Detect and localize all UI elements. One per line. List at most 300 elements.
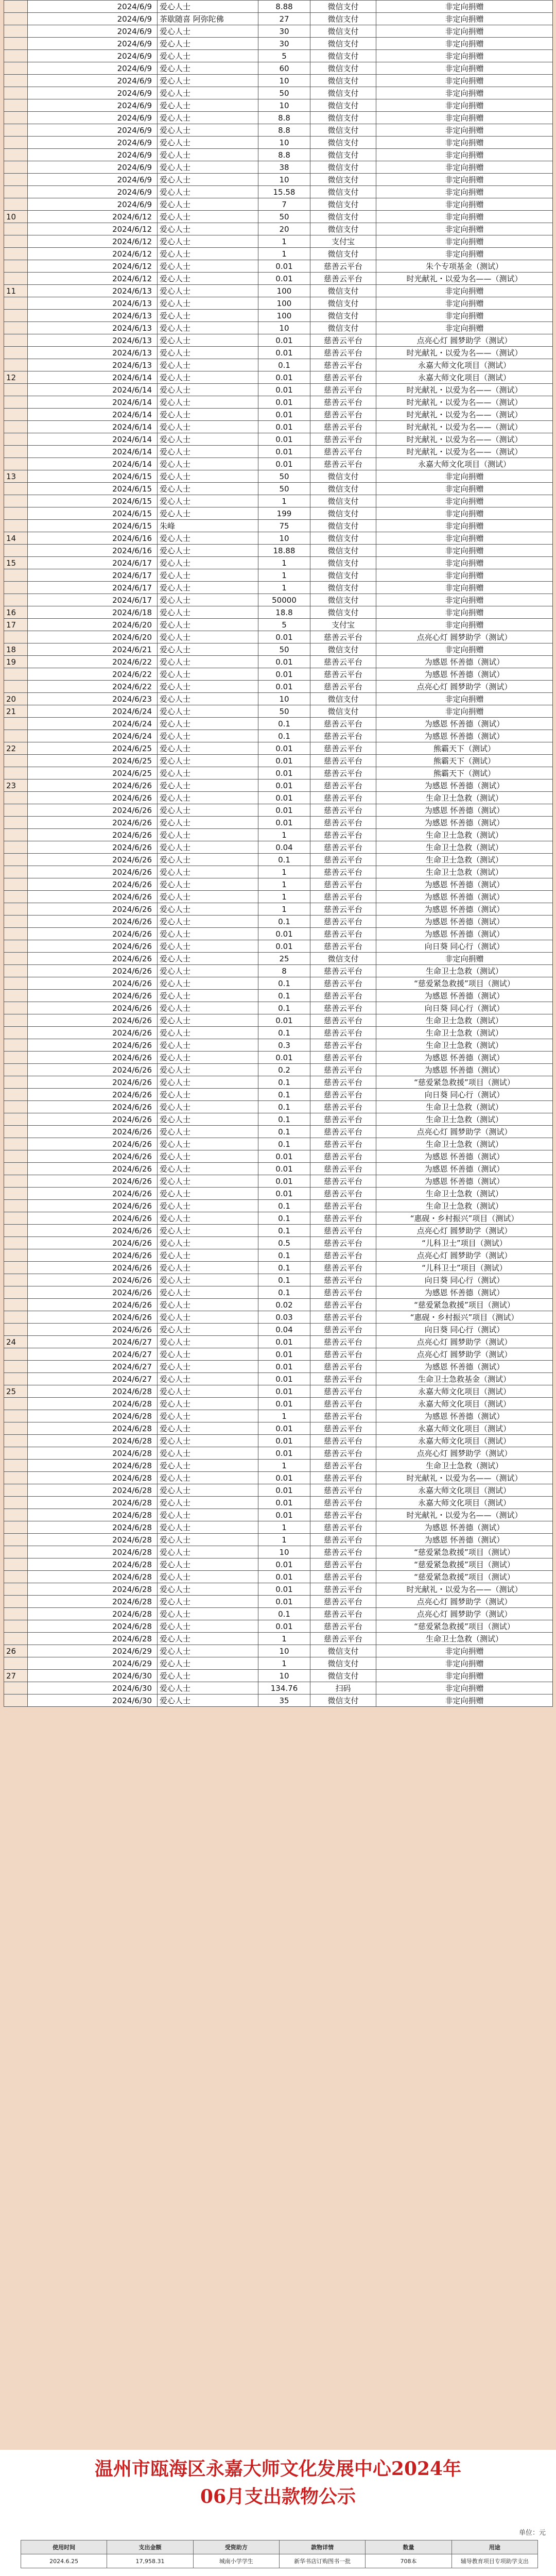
donation-amount: 15.58	[258, 186, 310, 198]
donation-purpose: 点亮心灯 圆梦助学（测试）	[376, 631, 553, 643]
row-index	[4, 1447, 28, 1460]
donation-purpose: 非定向捐赠	[376, 297, 553, 310]
payment-channel: 慈善云平台	[310, 433, 376, 446]
payment-channel: 微信支付	[310, 507, 376, 520]
row-index	[4, 1497, 28, 1509]
ledger-row	[4, 1620, 553, 1633]
donor-name: 爱心人士	[158, 334, 258, 347]
payment-channel: 支付宝	[310, 235, 376, 248]
ledger-row	[4, 322, 553, 334]
donation-purpose: 时光献礼・以爱为名——（测试）	[376, 1472, 553, 1484]
donation-purpose: “惠砚・乡村振兴”项目（测试）	[376, 1212, 553, 1225]
payment-channel: 慈善云平台	[310, 1484, 376, 1497]
donation-purpose: 为感恩 怀善德（测试）	[376, 1534, 553, 1546]
donation-date: 2024/6/26	[28, 1274, 158, 1286]
payment-channel: 慈善云平台	[310, 1052, 376, 1064]
ledger-row	[4, 137, 553, 149]
row-index: 16	[4, 606, 28, 619]
ledger-row	[4, 1670, 553, 1682]
row-index	[4, 1558, 28, 1571]
donation-date: 2024/6/17	[28, 569, 158, 582]
donation-date: 2024/6/26	[28, 804, 158, 817]
donor-name: 爱心人士	[158, 1670, 258, 1682]
donation-amount: 50000	[258, 594, 310, 606]
donation-amount: 0.01	[258, 1361, 310, 1373]
donation-purpose: 为感恩 怀善德（测试）	[376, 1175, 553, 1188]
row-index	[4, 1596, 28, 1608]
donation-amount: 0.01	[258, 940, 310, 953]
donor-name: 爱心人士	[158, 1398, 258, 1410]
donor-name: 爱心人士	[158, 1014, 258, 1027]
donation-amount: 0.01	[258, 1509, 310, 1521]
donation-amount: 0.01	[258, 631, 310, 643]
payment-channel: 慈善云平台	[310, 990, 376, 1002]
payment-channel: 慈善云平台	[310, 779, 376, 792]
payment-channel: 慈善云平台	[310, 767, 376, 779]
donation-date: 2024/6/26	[28, 953, 158, 965]
payment-channel: 慈善云平台	[310, 1348, 376, 1361]
donation-date: 2024/6/26	[28, 1212, 158, 1225]
payment-channel: 慈善云平台	[310, 458, 376, 470]
donation-amount: 0.01	[258, 446, 310, 458]
donation-date: 2024/6/25	[28, 755, 158, 767]
donor-name: 爱心人士	[158, 545, 258, 557]
donor-name: 爱心人士	[158, 681, 258, 693]
ledger-row	[4, 520, 553, 532]
donor-name: 爱心人士	[158, 606, 258, 619]
donation-date: 2024/6/24	[28, 730, 158, 742]
payment-channel: 慈善云平台	[310, 817, 376, 829]
ledger-row	[4, 841, 553, 854]
row-index	[4, 1064, 28, 1076]
donor-name: 爱心人士	[158, 643, 258, 656]
donation-date: 2024/6/16	[28, 545, 158, 557]
donor-name: 爱心人士	[158, 878, 258, 891]
expense-disclosure-section	[0, 2450, 556, 2576]
donor-name: 爱心人士	[158, 483, 258, 495]
payment-channel: 慈善云平台	[310, 1398, 376, 1410]
ledger-row	[4, 421, 553, 433]
payment-channel: 微信支付	[310, 137, 376, 149]
ledger-row	[4, 470, 553, 483]
donor-name: 爱心人士	[158, 421, 258, 433]
donation-purpose: 永嘉大师文化项目（测试）	[376, 1484, 553, 1497]
donation-amount: 1	[258, 1521, 310, 1534]
payment-channel: 慈善云平台	[310, 1089, 376, 1101]
donation-purpose: 非定向捐赠	[376, 1657, 553, 1670]
ledger-row	[4, 656, 553, 668]
payment-channel: 慈善云平台	[310, 1274, 376, 1286]
donation-purpose: 非定向捐赠	[376, 235, 553, 248]
row-index	[4, 248, 28, 260]
donation-date: 2024/6/12	[28, 260, 158, 273]
ledger-row	[4, 1694, 553, 1707]
row-index	[4, 1484, 28, 1497]
ledger-row	[4, 1422, 553, 1435]
donation-amount: 0.01	[258, 767, 310, 779]
donation-amount: 10	[258, 322, 310, 334]
donation-date: 2024/6/26	[28, 1188, 158, 1200]
donation-date: 2024/6/12	[28, 273, 158, 285]
donation-purpose: 时光献礼・以爱为名——（测试）	[376, 273, 553, 285]
donation-date: 2024/6/13	[28, 297, 158, 310]
ledger-row	[4, 1398, 553, 1410]
donation-date: 2024/6/30	[28, 1694, 158, 1707]
donation-amount: 18.88	[258, 545, 310, 557]
donation-amount: 0.01	[258, 273, 310, 285]
donation-purpose: 永嘉大师文化项目（测试）	[376, 1422, 553, 1435]
row-index	[4, 13, 28, 25]
donation-amount: 0.1	[258, 916, 310, 928]
donor-name: 爱心人士	[158, 273, 258, 285]
donation-date: 2024/6/28	[28, 1447, 158, 1460]
ledger-row	[4, 1546, 553, 1558]
ledger-row	[4, 817, 553, 829]
donation-amount: 30	[258, 25, 310, 38]
row-index	[4, 1138, 28, 1150]
row-index	[4, 977, 28, 990]
donor-name: 爱心人士	[158, 841, 258, 854]
payment-channel: 微信支付	[310, 693, 376, 705]
ledger-row	[4, 668, 553, 681]
donation-purpose: 生命卫士急救（测试）	[376, 1633, 553, 1645]
row-index	[4, 718, 28, 730]
ledger-row	[4, 1262, 553, 1274]
donation-purpose: 为感恩 怀善德（测试）	[376, 718, 553, 730]
row-index	[4, 1262, 28, 1274]
donation-amount: 100	[258, 297, 310, 310]
row-index	[4, 322, 28, 334]
ledger-row	[4, 1200, 553, 1212]
row-index	[4, 112, 28, 124]
donation-date: 2024/6/9	[28, 99, 158, 112]
donor-name: 爱心人士	[158, 953, 258, 965]
ledger-body	[4, 1, 553, 1707]
donation-purpose: 点亮心灯 圆梦助学（测试）	[376, 334, 553, 347]
donation-amount: 0.1	[258, 1225, 310, 1237]
donor-name: 爱心人士	[158, 507, 258, 520]
payment-channel: 慈善云平台	[310, 260, 376, 273]
donation-date: 2024/6/18	[28, 606, 158, 619]
donation-purpose: 时光献礼・以爱为名——（测试）	[376, 446, 553, 458]
ledger-row	[4, 371, 553, 384]
ledger-row	[4, 495, 553, 507]
donation-purpose: 非定向捐赠	[376, 1, 553, 13]
payment-channel: 慈善云平台	[310, 1521, 376, 1534]
donor-name: 爱心人士	[158, 149, 258, 161]
donation-amount: 0.1	[258, 977, 310, 990]
donation-purpose: 非定向捐赠	[376, 149, 553, 161]
ledger-row	[4, 285, 553, 297]
ledger-row	[4, 545, 553, 557]
payment-channel: 微信支付	[310, 705, 376, 718]
donor-name: 爱心人士	[158, 359, 258, 371]
donation-purpose: 非定向捐赠	[376, 75, 553, 87]
ledger-row	[4, 1076, 553, 1089]
donor-name: 爱心人士	[158, 458, 258, 470]
row-index: 15	[4, 557, 28, 569]
donation-date: 2024/6/9	[28, 137, 158, 149]
donation-amount: 0.1	[258, 1249, 310, 1262]
row-index	[4, 767, 28, 779]
header-amount: 支出金额	[107, 2540, 193, 2554]
donation-purpose: 为感恩 怀善德（测试）	[376, 817, 553, 829]
donor-name: 爱心人士	[158, 198, 258, 211]
payment-channel: 慈善云平台	[310, 854, 376, 866]
donation-purpose: 向日葵 同心行（测试）	[376, 1324, 553, 1336]
donation-amount: 1	[258, 495, 310, 507]
donation-amount: 0.01	[258, 1472, 310, 1484]
row-index	[4, 137, 28, 149]
row-index	[4, 594, 28, 606]
donation-date: 2024/6/9	[28, 13, 158, 25]
ledger-row	[4, 1089, 553, 1101]
payment-channel: 微信支付	[310, 495, 376, 507]
donor-name: 爱心人士	[158, 928, 258, 940]
donation-amount: 0.1	[258, 1027, 310, 1039]
donor-name: 爱心人士	[158, 1534, 258, 1546]
donation-date: 2024/6/26	[28, 841, 158, 854]
payment-channel: 慈善云平台	[310, 916, 376, 928]
donation-date: 2024/6/28	[28, 1633, 158, 1645]
donor-name: 爱心人士	[158, 965, 258, 977]
donation-amount: 1	[258, 878, 310, 891]
donation-date: 2024/6/28	[28, 1398, 158, 1410]
donation-amount: 0.01	[258, 421, 310, 433]
row-index	[4, 1422, 28, 1435]
donation-date: 2024/6/9	[28, 124, 158, 137]
donation-date: 2024/6/28	[28, 1435, 158, 1447]
payment-channel: 慈善云平台	[310, 409, 376, 421]
donation-amount: 0.01	[258, 1175, 310, 1188]
ledger-row	[4, 347, 553, 359]
donor-name: 爱心人士	[158, 990, 258, 1002]
donation-date: 2024/6/26	[28, 1064, 158, 1076]
row-index	[4, 1163, 28, 1175]
donation-amount: 0.1	[258, 1274, 310, 1286]
donation-purpose: 非定向捐赠	[376, 495, 553, 507]
donation-date: 2024/6/27	[28, 1348, 158, 1361]
ledger-row	[4, 87, 553, 99]
ledger-row	[4, 1608, 553, 1620]
donation-amount: 0.01	[258, 804, 310, 817]
donation-purpose: 熊霸天下（测试）	[376, 742, 553, 755]
donation-purpose: 非定向捐赠	[376, 545, 553, 557]
ledger-row	[4, 211, 553, 223]
donation-date: 2024/6/28	[28, 1472, 158, 1484]
payment-channel: 慈善云平台	[310, 1571, 376, 1583]
donation-purpose: 非定向捐赠	[376, 705, 553, 718]
row-index	[4, 235, 28, 248]
donor-name: 爱心人士	[158, 1521, 258, 1534]
row-index	[4, 495, 28, 507]
row-index	[4, 396, 28, 409]
donation-amount: 0.01	[258, 656, 310, 668]
row-index	[4, 1, 28, 13]
ledger-row	[4, 977, 553, 990]
donation-purpose: 非定向捐赠	[376, 1645, 553, 1657]
donation-purpose: 熊霸天下（测试）	[376, 755, 553, 767]
row-index	[4, 854, 28, 866]
donation-amount: 0.1	[258, 1212, 310, 1225]
donor-name: 爱心人士	[158, 137, 258, 149]
donation-purpose: 非定向捐赠	[376, 13, 553, 25]
donation-purpose: 向日葵 同心行（测试）	[376, 1002, 553, 1014]
donation-date: 2024/6/26	[28, 829, 158, 841]
row-index	[4, 1249, 28, 1262]
row-index	[4, 1361, 28, 1373]
payment-channel: 慈善云平台	[310, 977, 376, 990]
payment-channel: 慈善云平台	[310, 1620, 376, 1633]
ledger-row	[4, 38, 553, 50]
row-index	[4, 507, 28, 520]
donation-date: 2024/6/28	[28, 1620, 158, 1633]
row-index	[4, 483, 28, 495]
donor-name: 爱心人士	[158, 656, 258, 668]
donation-date: 2024/6/26	[28, 854, 158, 866]
payment-channel: 慈善云平台	[310, 371, 376, 384]
payment-channel: 慈善云平台	[310, 1014, 376, 1027]
donor-name: 爱心人士	[158, 1694, 258, 1707]
donation-date: 2024/6/14	[28, 384, 158, 396]
donor-name: 爱心人士	[158, 161, 258, 174]
ledger-row	[4, 1497, 553, 1509]
donation-purpose: 非定向捐赠	[376, 507, 553, 520]
ledger-row	[4, 557, 553, 569]
donation-date: 2024/6/24	[28, 718, 158, 730]
donation-date: 2024/6/9	[28, 1, 158, 13]
row-index	[4, 50, 28, 62]
ledger-row	[4, 582, 553, 594]
donation-purpose: 点亮心灯 圆梦助学（测试）	[376, 681, 553, 693]
payment-channel: 微信支付	[310, 99, 376, 112]
donation-date: 2024/6/28	[28, 1558, 158, 1571]
row-index	[4, 1076, 28, 1089]
row-index	[4, 310, 28, 322]
payment-channel: 微信支付	[310, 62, 376, 75]
expense-date: 2024.6.25	[21, 2554, 107, 2568]
donation-purpose: “儿科卫士”项目（测试）	[376, 1262, 553, 1274]
payment-channel: 微信支付	[310, 310, 376, 322]
donation-purpose: 生命卫士急救（测试）	[376, 1138, 553, 1150]
payment-channel: 慈善云平台	[310, 334, 376, 347]
donation-amount: 1	[258, 866, 310, 878]
donation-purpose: 非定向捐赠	[376, 322, 553, 334]
donation-purpose: 生命卫士急救（测试）	[376, 1200, 553, 1212]
ledger-row	[4, 1101, 553, 1113]
ledger-row	[4, 396, 553, 409]
donation-date: 2024/6/26	[28, 965, 158, 977]
donation-purpose: 为感恩 怀善德（测试）	[376, 1163, 553, 1175]
donor-name: 爱心人士	[158, 792, 258, 804]
donation-purpose: 非定向捐赠	[376, 124, 553, 137]
donor-name: 爱心人士	[158, 1583, 258, 1596]
payment-channel: 慈善云平台	[310, 1286, 376, 1299]
donation-purpose: 非定向捐赠	[376, 285, 553, 297]
donation-amount: 100	[258, 310, 310, 322]
donation-purpose: 点亮心灯 圆梦助学（测试）	[376, 1596, 553, 1608]
ledger-row	[4, 112, 553, 124]
donation-amount: 27	[258, 13, 310, 25]
ledger-row	[4, 606, 553, 619]
donation-date: 2024/6/14	[28, 396, 158, 409]
donation-amount: 134.76	[258, 1682, 310, 1694]
row-index	[4, 1509, 28, 1521]
donation-date: 2024/6/14	[28, 371, 158, 384]
payment-channel: 微信支付	[310, 87, 376, 99]
row-index	[4, 433, 28, 446]
row-index: 10	[4, 211, 28, 223]
donation-purpose: 生命卫士急救（测试）	[376, 1039, 553, 1052]
donor-name: 爱心人士	[158, 1472, 258, 1484]
payment-channel: 慈善云平台	[310, 396, 376, 409]
donation-purpose: 生命卫士急救基金（测试）	[376, 1373, 553, 1385]
donation-amount: 0.01	[258, 260, 310, 273]
donation-purpose: 点亮心灯 圆梦助学（测试）	[376, 1336, 553, 1348]
donor-name: 爱心人士	[158, 631, 258, 643]
donation-purpose: 非定向捐赠	[376, 211, 553, 223]
donor-name: 爱心人士	[158, 38, 258, 50]
donation-purpose: 非定向捐赠	[376, 198, 553, 211]
donation-amount: 35	[258, 1694, 310, 1707]
donation-amount: 8	[258, 965, 310, 977]
donation-date: 2024/6/15	[28, 470, 158, 483]
donation-date: 2024/6/13	[28, 322, 158, 334]
row-index	[4, 1633, 28, 1645]
payment-channel: 慈善云平台	[310, 421, 376, 433]
row-index	[4, 668, 28, 681]
ledger-row	[4, 235, 553, 248]
donor-name: 爱心人士	[158, 1101, 258, 1113]
payment-channel: 慈善云平台	[310, 1583, 376, 1596]
donation-date: 2024/6/27	[28, 1373, 158, 1385]
payment-channel: 微信支付	[310, 186, 376, 198]
donor-name: 爱心人士	[158, 718, 258, 730]
donor-name: 爱心人士	[158, 1237, 258, 1249]
donor-name: 爱心人士	[158, 1373, 258, 1385]
row-index: 12	[4, 371, 28, 384]
row-index	[4, 730, 28, 742]
ledger-row	[4, 1138, 553, 1150]
donation-purpose: 永嘉大师文化项目（测试）	[376, 371, 553, 384]
donation-amount: 1	[258, 891, 310, 903]
donation-date: 2024/6/26	[28, 817, 158, 829]
donation-date: 2024/6/28	[28, 1534, 158, 1546]
ledger-row	[4, 248, 553, 260]
expense-amount: 17,958.31	[107, 2554, 193, 2568]
donation-purpose: 点亮心灯 圆梦助学（测试）	[376, 1608, 553, 1620]
donor-name: 爱心人士	[158, 347, 258, 359]
ledger-row	[4, 1126, 553, 1138]
donor-name: 爱心人士	[158, 916, 258, 928]
row-index	[4, 1188, 28, 1200]
donation-amount: 7	[258, 198, 310, 211]
donation-purpose: 非定向捐赠	[376, 38, 553, 50]
donation-amount: 0.01	[258, 1497, 310, 1509]
donor-name: 爱心人士	[158, 384, 258, 396]
ledger-row	[4, 260, 553, 273]
ledger-row	[4, 1014, 553, 1027]
donation-amount: 0.01	[258, 1484, 310, 1497]
donor-name: 爱心人士	[158, 557, 258, 569]
expense-row	[21, 2554, 538, 2568]
donor-name: 爱心人士	[158, 1286, 258, 1299]
payment-channel: 慈善云平台	[310, 1633, 376, 1645]
donation-purpose: 为感恩 怀善德（测试）	[376, 903, 553, 916]
payment-channel: 慈善云平台	[310, 1546, 376, 1558]
row-index	[4, 260, 28, 273]
payment-channel: 慈善云平台	[310, 668, 376, 681]
